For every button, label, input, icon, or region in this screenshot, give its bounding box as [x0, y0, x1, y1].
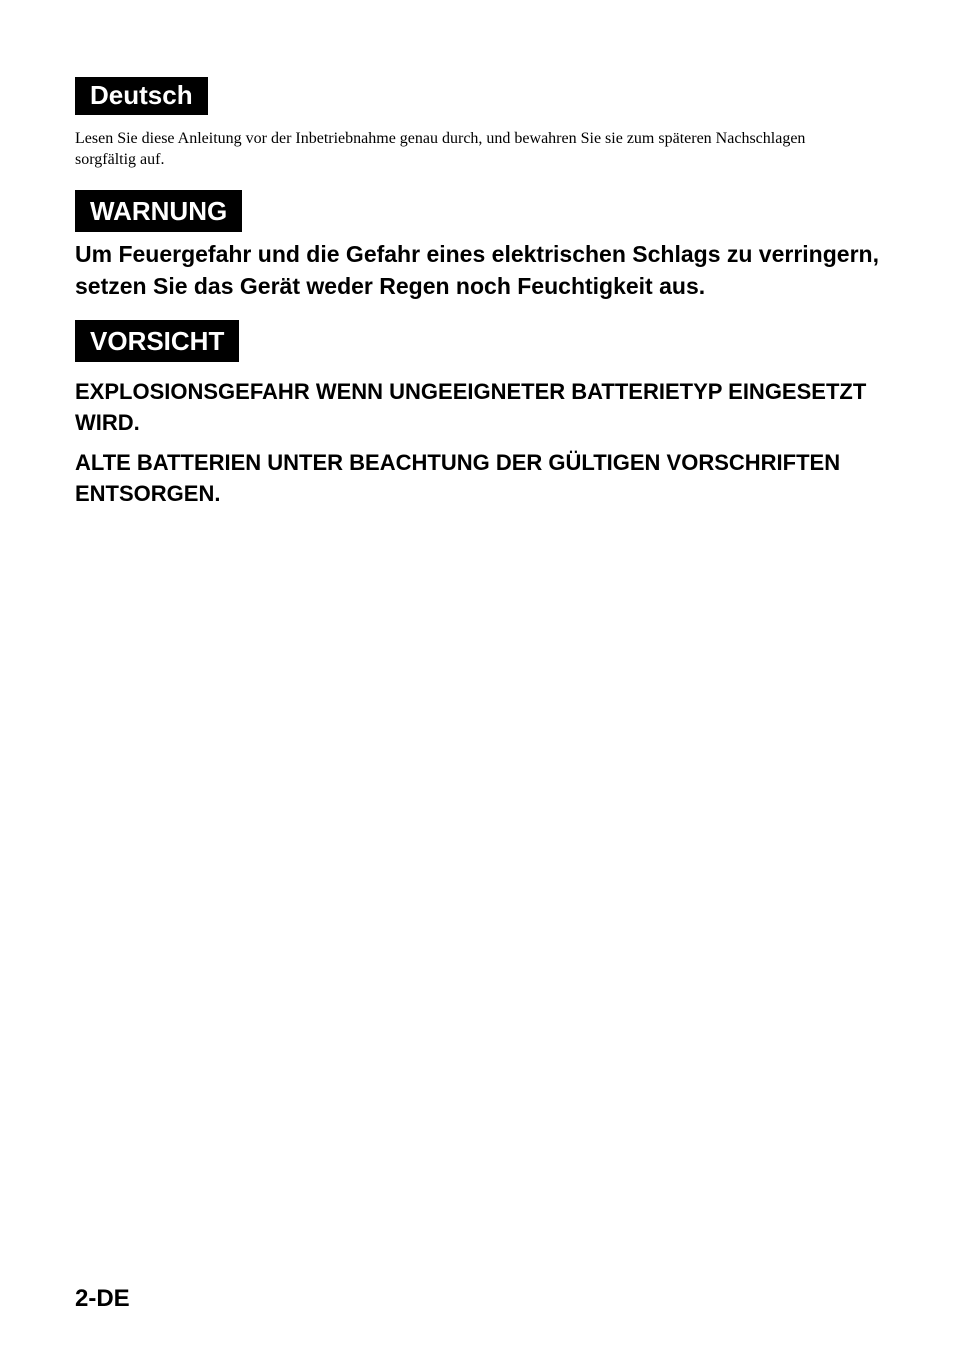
page-number: 2-DE	[75, 1285, 130, 1312]
caution-paragraph-explosion: EXPLOSIONSGEFAHR WENN UNGEEIGNETER BATTERIETYP EINGESETZT WIRD.	[75, 379, 867, 435]
section-heading-vorsicht: VORSICHT	[75, 320, 239, 362]
section-heading-deutsch: Deutsch	[75, 77, 208, 115]
caution-paragraph-disposal: ALTE BATTERIEN UNTER BEACHTUNG DER GÜLTIGEN VORSCHRIFTEN ENTSORGEN.	[75, 450, 841, 506]
section-heading-warnung: WARNUNG	[75, 190, 242, 232]
intro-paragraph: Lesen Sie diese Anleitung vor der Inbetriebnahme genau durch, und bewahren Sie sie zum späteren Nachschlagen sorgfältig auf.	[75, 130, 806, 168]
warning-paragraph: Um Feuergefahr und die Gefahr eines elektrischen Schlags zu verringern, setzen Sie das Gerät weder Regen noch Feuchtigkeit aus.	[75, 241, 879, 299]
